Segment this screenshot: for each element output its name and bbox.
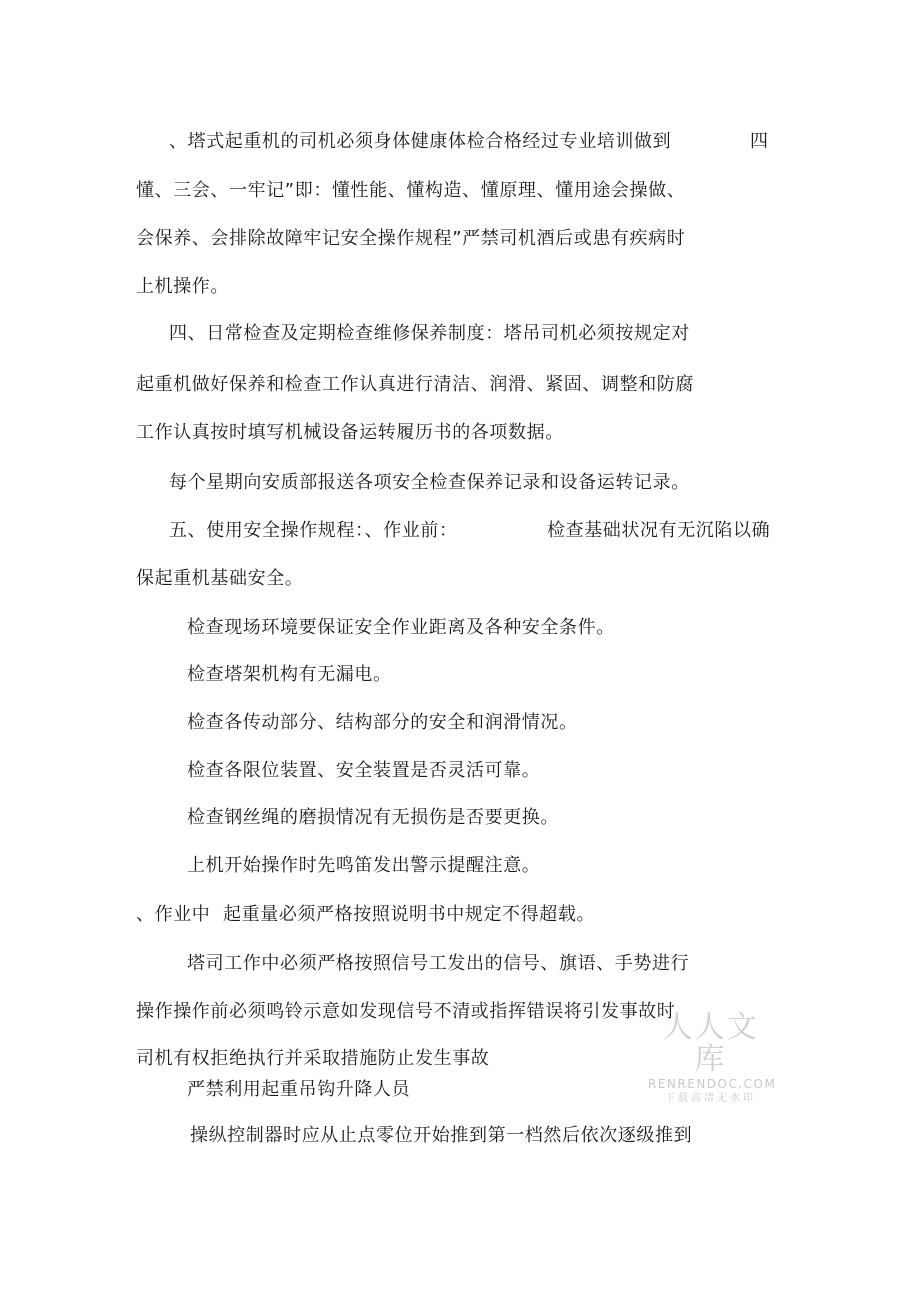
text-line: 、作业中 起重量必须严格按照说明书中规定不得超载。	[136, 904, 596, 925]
text-line: 检查钢丝绳的磨损情况有无损伤是否要更换。	[187, 807, 559, 828]
text-line: 塔司工作中必须严格按照信号工发出的信号、旗语、手势进行	[187, 953, 690, 974]
watermark-logo	[648, 1010, 777, 1106]
watermark-title: 人人文库	[662, 1010, 759, 1077]
text-line: 司机有权拒绝执行并采取措施防止发生事故	[136, 1048, 490, 1069]
text-line: 操作操作前必须鸣铃示意如发现信号不清或指挥错误将引发事故时	[136, 1001, 676, 1022]
text-line: 严禁利用起重吊钩升降人员	[187, 1079, 411, 1100]
text-line: 每个星期向安质部报送各项安全检查保养记录和设备运转记录。	[169, 472, 690, 493]
text-line: 检查现场环境要保证安全作业距离及各种安全条件。	[187, 617, 615, 638]
text-line: 检查各传动部分、结构部分的安全和润滑情况。	[187, 712, 578, 733]
text-line: 上机操作。	[136, 276, 229, 297]
watermark-slogan: 下载高清无水印	[665, 1093, 756, 1104]
text-line: 工作认真按时填写机械设备运转履历书的各项数据。	[136, 422, 564, 443]
text-line: 保起重机基础安全。	[136, 568, 304, 589]
text-line: 会保养、会排除故障牢记安全操作规程”严禁司机酒后或患有疾病时	[136, 228, 686, 249]
text-line: 起重机做好保养和检查工作认真进行清洁、润滑、紧固、调整和防腐	[136, 374, 694, 395]
text-line: 四、日常检查及定期检查维修保养制度：塔吊司机必须按规定对	[169, 323, 690, 344]
text-line: 、塔式起重机的司机必须身体健康体检合格经过专业培训做到	[169, 131, 672, 152]
text-line: 检查各限位装置、安全装置是否灵活可靠。	[187, 760, 541, 781]
text-line: 检查基础状况有无沉陷以确	[547, 520, 771, 541]
text-line: 四	[750, 131, 769, 152]
text-line: 操纵控制器时应从止点零位开始推到第一档然后依次逐级推到	[190, 1125, 693, 1146]
text-line: 五、使用安全操作规程：、作业前：	[169, 520, 458, 541]
text-line: 上机开始操作时先鸣笛发出警示提醒注意。	[187, 855, 541, 876]
watermark-domain: RENRENDOC.COM	[648, 1077, 777, 1091]
text-line: 检查塔架机构有无漏电。	[187, 664, 392, 685]
text-line: 懂、三会、一牢记”即：懂性能、懂构造、懂原理、懂用途会操做、	[136, 180, 686, 201]
